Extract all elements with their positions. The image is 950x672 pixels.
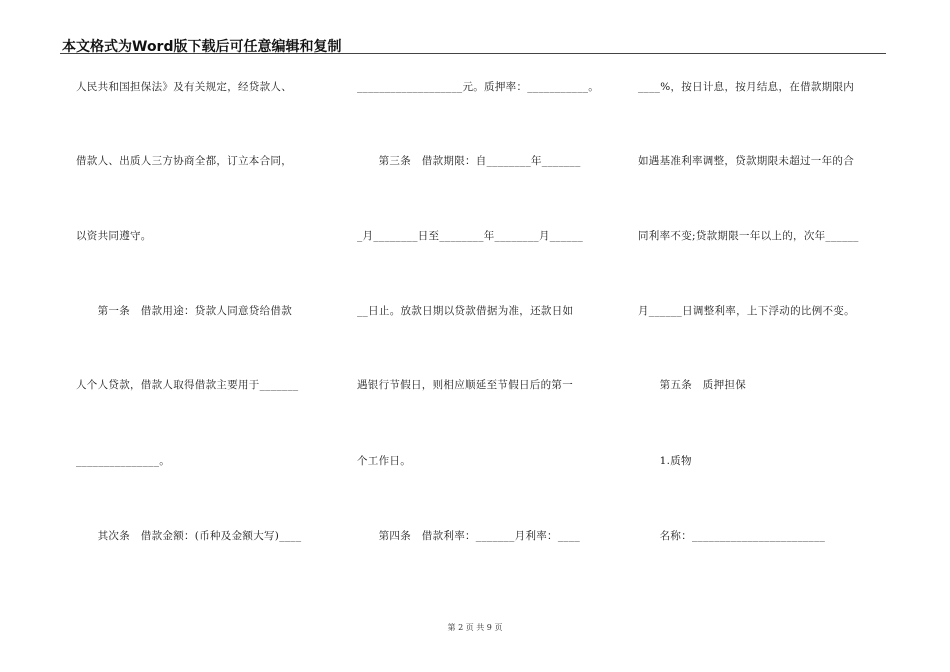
text-line: 遇银行节假日，则相应顺延至节假日后的第一 xyxy=(357,379,573,391)
text-line: 如遇基准利率调整，贷款期限未超过一年的合 xyxy=(638,155,854,167)
text-line: _______________。 xyxy=(76,455,171,467)
header-divider xyxy=(60,53,886,54)
text-line: 第五条 质押担保 xyxy=(638,379,746,391)
text-line: 1.质物 xyxy=(638,455,692,467)
text-line: 月______日调整利率，上下浮动的比例不变。 xyxy=(638,305,855,317)
text-line: 第三条 借款期限：自________年_______ xyxy=(357,155,581,167)
text-line: 第四条 借款利率：_______月利率：____ xyxy=(357,530,581,542)
page-number-footer: 第 2 页 共 9 页 xyxy=(447,623,503,632)
text-line: 人民共和国担保法》及有关规定，经贷款人、 xyxy=(76,81,292,93)
text-line: 个工作日。 xyxy=(357,455,411,467)
text-line: __日止。放款日期以贷款借据为准，还款日如 xyxy=(357,305,574,317)
text-line: 同利率不变;贷款期限一年以上的，次年______ xyxy=(638,230,859,242)
document-header-title: 本文格式为Word版下载后可任意编辑和复制 xyxy=(62,39,342,55)
text-line: 借款人、出质人三方协商全都，订立本合同， xyxy=(76,155,292,167)
text-line: ____%，按日计息，按月结息，在借款期限内 xyxy=(638,81,855,93)
text-line: 人个人贷款，借款人取得借款主要用于_______ xyxy=(76,379,299,391)
text-line: 第一条 借款用途：贷款人同意贷给借款 xyxy=(76,305,292,317)
text-line: _月________日至________年________月______ xyxy=(357,230,584,242)
text-line: 名称：________________________ xyxy=(638,530,826,542)
text-line: ___________________元。质押率：___________。 xyxy=(357,81,600,93)
text-line: 以资共同遵守。 xyxy=(76,230,152,242)
text-line: 其次条 借款金额：(币种及金额大写)____ xyxy=(76,530,302,542)
